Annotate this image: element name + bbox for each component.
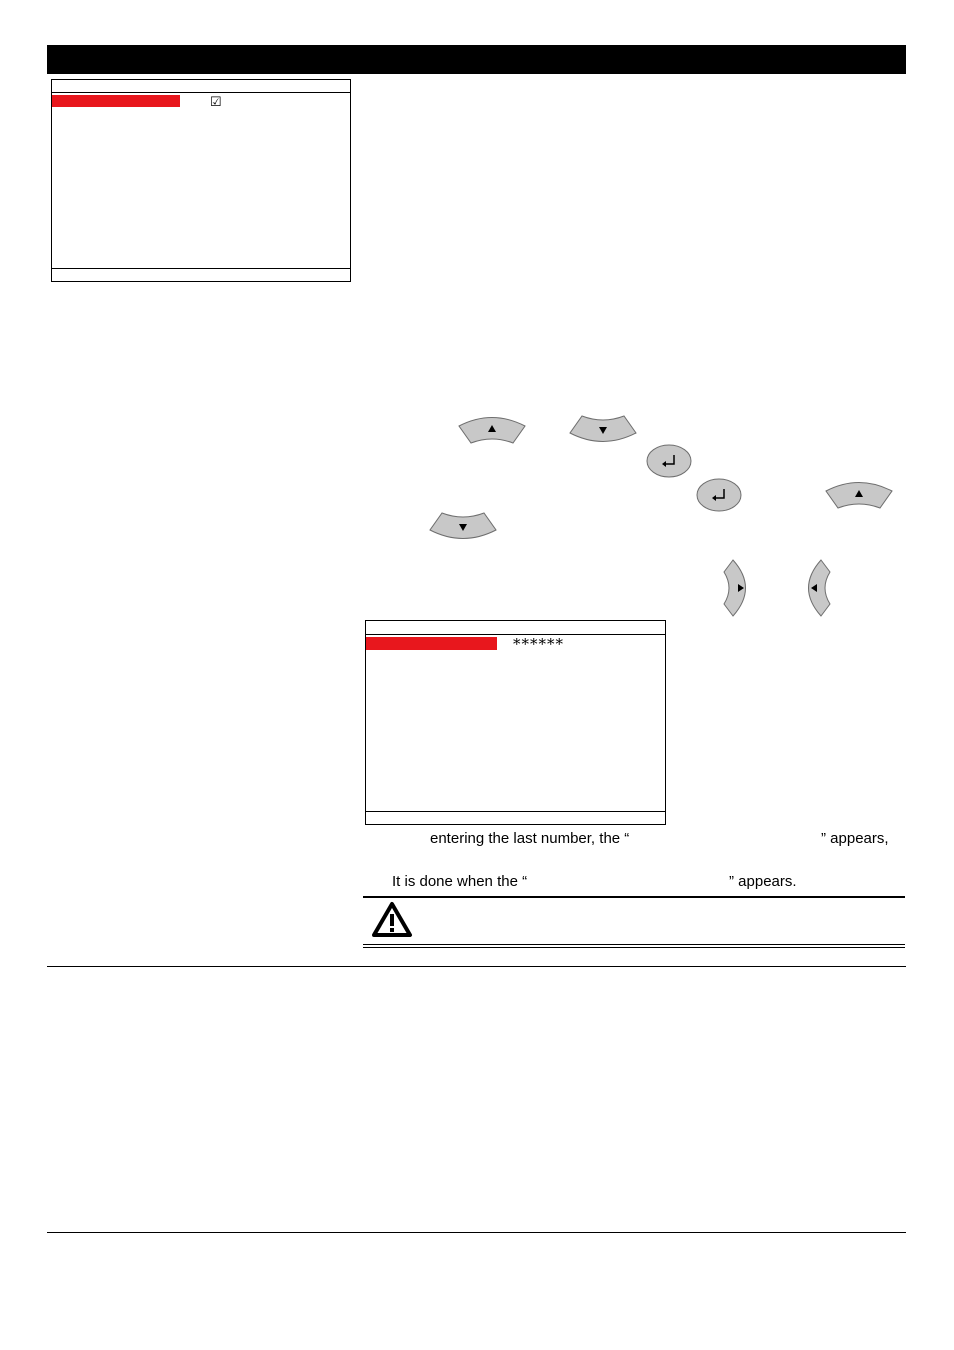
- paragraph-line-2-part-2: ” appears.: [729, 873, 797, 890]
- menu-selected-row[interactable]: [52, 95, 180, 107]
- menu-screen-2: [365, 620, 666, 825]
- section-divider: [47, 966, 906, 967]
- menu-footer-divider: [52, 268, 350, 269]
- note-bottom-rule: [363, 944, 905, 945]
- paragraph-line-1-part-2: ” appears,: [821, 830, 889, 847]
- note-bottom-rule-2: [363, 947, 905, 948]
- password-value[interactable]: ******: [513, 635, 564, 653]
- arrow-down-button-icon: [428, 511, 498, 541]
- enter-button-icon: [646, 444, 692, 478]
- warning-triangle-icon: [371, 901, 413, 944]
- arrow-up-button-icon: [457, 415, 527, 445]
- arrow-down-button-icon: [568, 414, 638, 444]
- paragraph-line-2-part-1: It is done when the “: [392, 873, 528, 890]
- menu-title-divider: [52, 92, 350, 93]
- footer-divider: [47, 1232, 906, 1233]
- menu-selected-row[interactable]: [366, 637, 497, 650]
- section-header-bar: [47, 45, 906, 74]
- arrow-up-button-icon: [824, 480, 894, 510]
- menu-screen-1: [51, 79, 351, 282]
- enter-button-icon: [696, 478, 742, 512]
- arrow-right-button-icon: [722, 559, 756, 617]
- paragraph-line-1-part-1: entering the last number, the “: [430, 830, 630, 847]
- checkbox-icon[interactable]: ☑: [210, 94, 222, 109]
- menu-footer-divider: [366, 811, 665, 812]
- note-top-rule: [363, 896, 905, 898]
- arrow-left-button-icon: [798, 559, 832, 617]
